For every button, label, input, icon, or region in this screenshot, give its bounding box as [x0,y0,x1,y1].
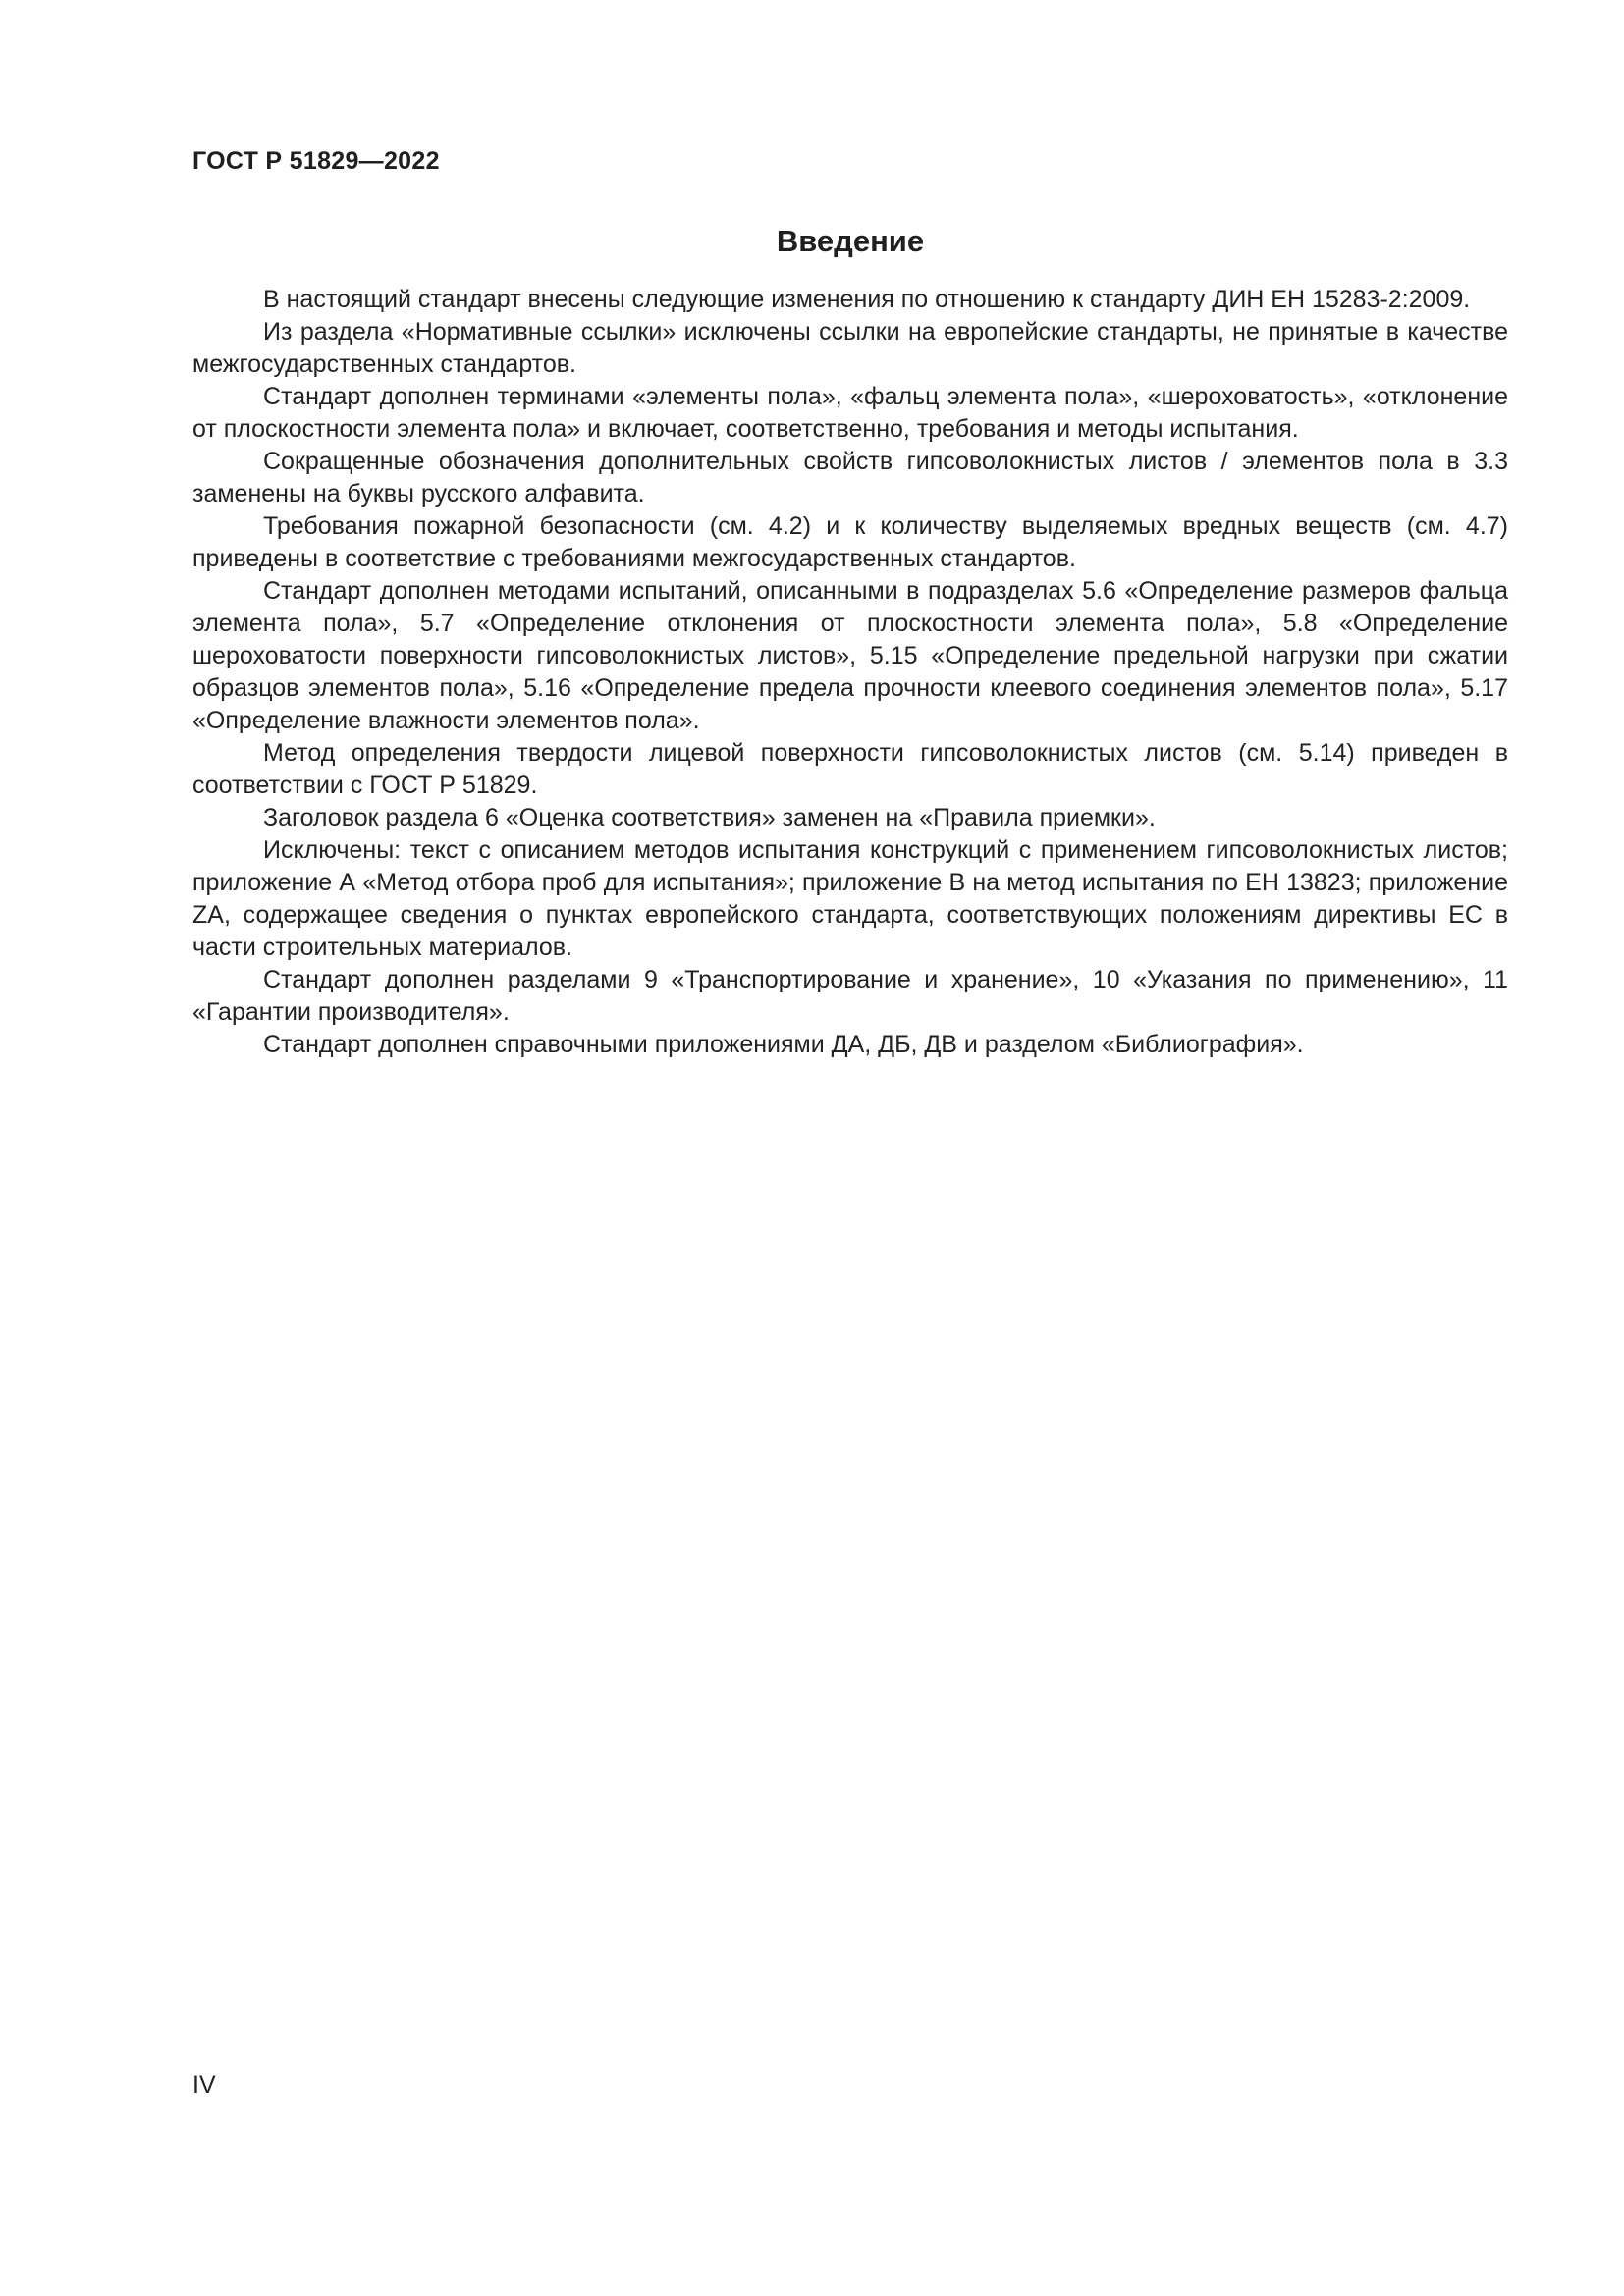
paragraph: Стандарт дополнен справочными приложениями ДА, ДБ, ДВ и разделом «Библиография». [263,1031,1304,1058]
page-number: IV [192,2071,216,2099]
standard-code-header: ГОСТ Р 51829—2022 [192,147,440,175]
paragraph: Стандарт дополнен методами испытаний, описанными в подразделах 5.6 «Определение размеров фальца элемента пола», 5.7 «Определение отклонения от плоскостности элемента пола», 5.8 «Определение шероховатости поверхности гипсоволокнистых листов», 5.15 «Определение предельной нагрузки при сжатии образцов элементов пола», 5.16 «Определение предела прочности клеевого соединения элементов пола», 5.17 «Определение влажности элементов пола». [192,577,1508,734]
paragraph: Требования пожарной безопасности (см. 4.2) и к количеству выделяемых вредных веществ (см. 4.7) приведены в соответствие с требованиями межгосударственных стандартов. [192,512,1508,572]
paragraph: В настоящий стандарт внесены следующие изменения по отношению к стандарту ДИН ЕН 15283-2:2009. [263,286,1471,313]
introduction-body [192,284,1508,1061]
paragraph: Заголовок раздела 6 «Оценка соответствия» заменен на «Правила приемки». [263,804,1156,831]
paragraph: Стандарт дополнен разделами 9 «Транспортирование и хранение», 10 «Указания по применению», 11 «Гарантии производителя». [192,966,1508,1026]
paragraph: Метод определения твердости лицевой поверхности гипсоволокнистых листов (см. 5.14) приведен в соответствии с ГОСТ Р 51829. [192,739,1508,799]
section-title: Введение [776,224,925,258]
paragraph: Сокращенные обозначения дополнительных свойств гипсоволокнистых листов / элементов пола в 3.3 заменены на буквы русского алфавита. [192,448,1508,507]
paragraph: Стандарт дополнен терминами «элементы пола», «фальц элемента пола», «шероховатость», «отклонение от плоскостности элемента пола» и включает, соответственно, требования и методы испытания. [192,383,1508,443]
paragraph: Из раздела «Нормативные ссылки» исключены ссылки на европейские стандарты, не принятые в качестве межгосударственных стандартов. [192,318,1508,378]
paragraph: Исключены: текст с описанием методов испытания конструкций с применением гипсоволокнистых листов; приложение А «Метод отбора проб для испытания»; приложение В на метод испытания по ЕН 13823; приложение ZA, содержащее сведения о пунктах европейского стандарта, соответствующих положениям директивы ЕС в части строительных материалов. [192,836,1508,961]
